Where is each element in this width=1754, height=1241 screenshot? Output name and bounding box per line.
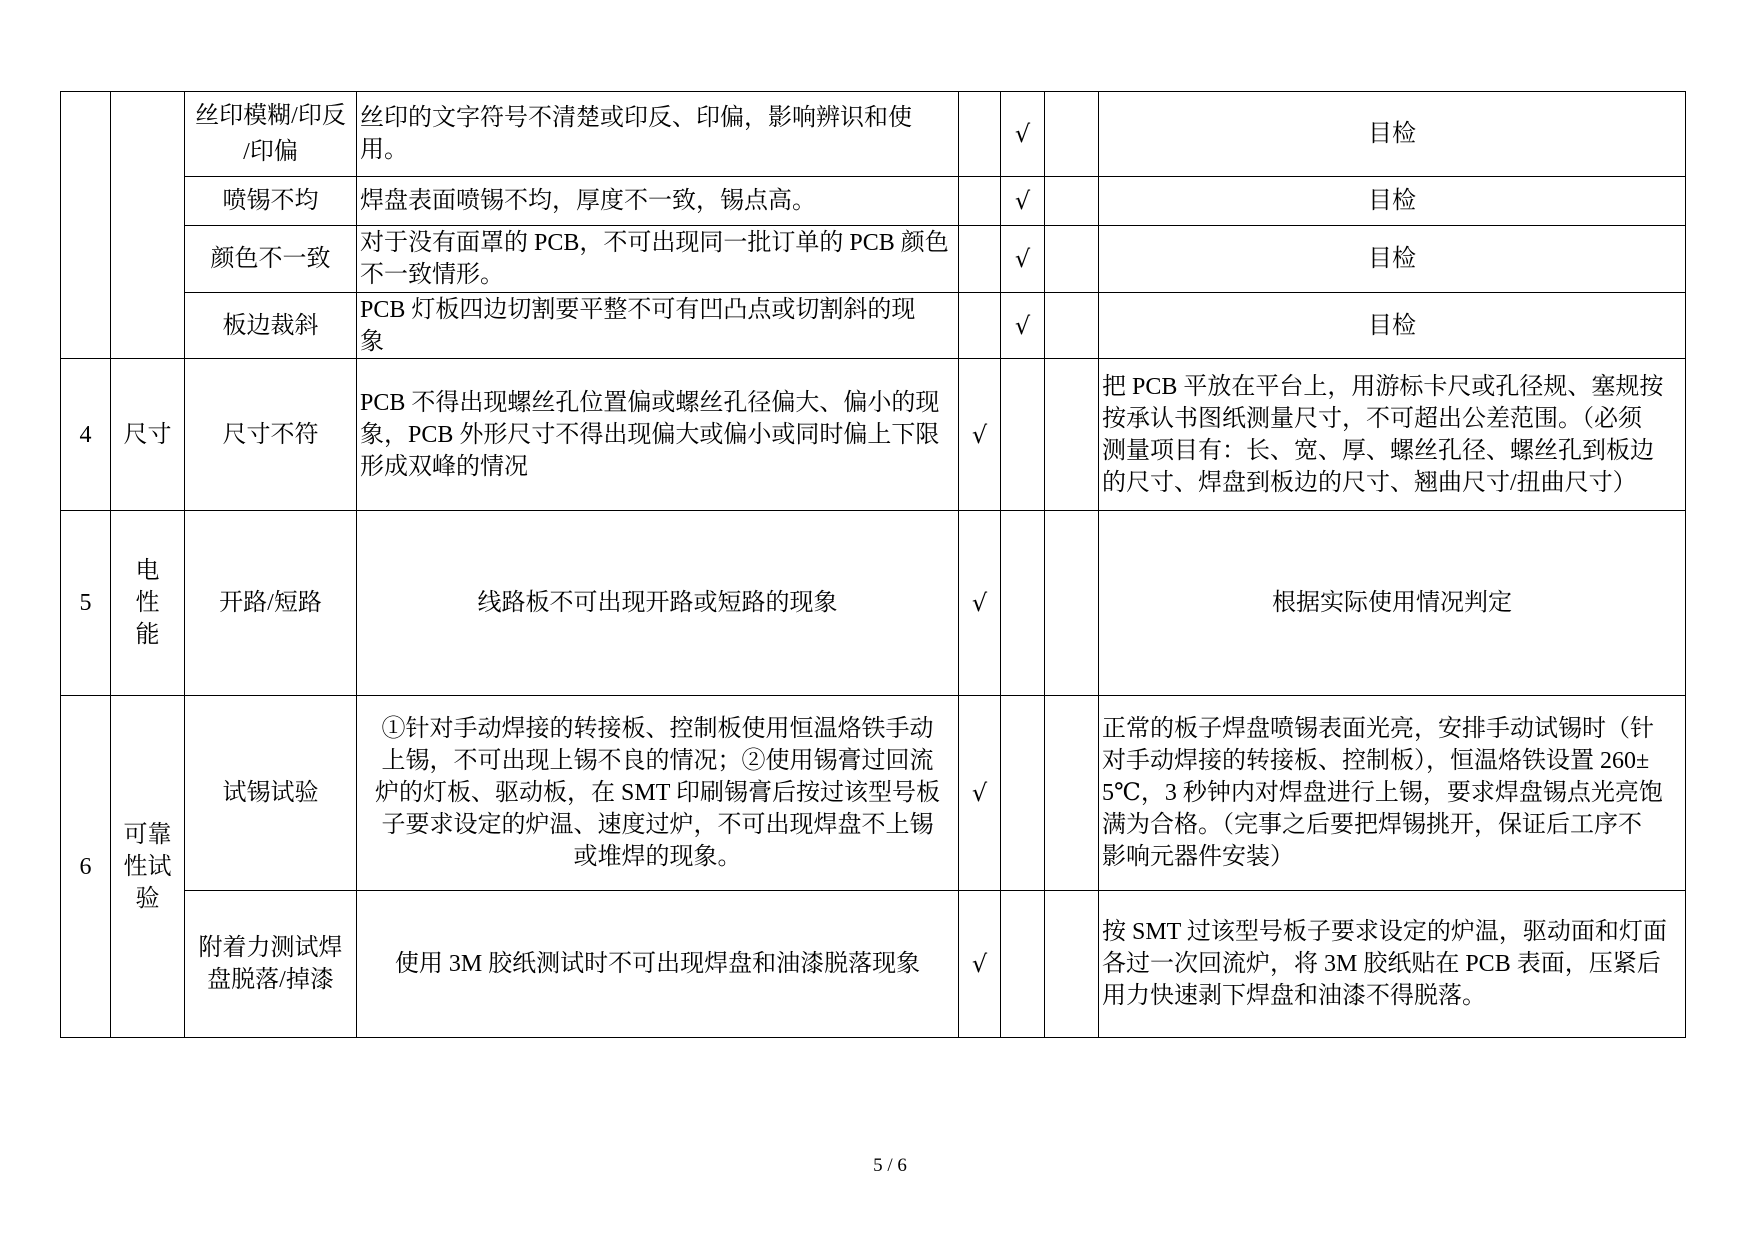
table-row xyxy=(61,293,1686,359)
inspection-method-line: 按 SMT 过该型号板子要求设定的炉温，驱动面和灯面 xyxy=(1102,919,1667,945)
grade-cell-3 xyxy=(1045,511,1099,696)
table-row xyxy=(61,696,1686,891)
requirement-line: 焊盘表面喷锡不均，厚度不一致，锡点高。 xyxy=(360,188,816,214)
defect-name-cell xyxy=(185,511,357,696)
inspection-method-line: 各过一次回流炉，将 3M 胶纸贴在 PCB 表面，压紧后 xyxy=(1102,951,1661,977)
category-line: 尺寸 xyxy=(123,421,172,448)
defect-name-line: /印偏 xyxy=(243,139,298,165)
inspection-method-line: 影响元器件安装） xyxy=(1102,844,1294,870)
defect-name-cell xyxy=(185,359,357,511)
grade-cell-3 xyxy=(1045,177,1099,226)
category-line: 验 xyxy=(135,885,160,912)
requirement-line: 形成双峰的情况 xyxy=(360,453,528,480)
grade-cell-1: √ xyxy=(959,891,1001,1038)
defect-name-line: 开路/短路 xyxy=(219,590,322,616)
requirement-line: 丝印的文字符号不清楚或印反、印偏，影响辨识和使 xyxy=(360,105,912,131)
requirement-line: 象，PCB 外形尺寸不得出现偏大或偏小或同时偏上下限 xyxy=(360,421,940,448)
table-row xyxy=(61,177,1686,226)
defect-name-line: 丝印模糊/印反 xyxy=(195,103,346,129)
requirement-line: 使用 3M 胶纸测试时不可出现焊盘和油漆脱落现象 xyxy=(394,951,921,977)
inspection-method-cell xyxy=(1099,359,1686,511)
inspection-method-line: 把 PCB 平放在平台上，用游标卡尺或孔径规、塞规按 xyxy=(1102,373,1664,400)
inspection-method-line: 的尺寸、焊盘到板边的尺寸、翘曲尺寸/扭曲尺寸） xyxy=(1102,469,1637,496)
defect-name-line: 颜色不一致 xyxy=(210,246,331,272)
inspection-method-line: 满为合格。（完事之后要把焊锡挑开，保证后工序不 xyxy=(1102,812,1642,838)
requirement-cell xyxy=(357,891,959,1038)
item-number-cell: 4 xyxy=(61,359,111,511)
grade-cell-1 xyxy=(959,293,1001,359)
grade-cell-1: √ xyxy=(959,359,1001,511)
grade-cell-1: √ xyxy=(959,511,1001,696)
table-row xyxy=(61,92,1686,177)
grade-cell-2 xyxy=(1001,511,1045,696)
category-cell xyxy=(111,696,185,1038)
grade-cell-2: √ xyxy=(1001,226,1045,293)
requirement-line: ①针对手动焊接的转接板、控制板使用恒温烙铁手动 xyxy=(381,716,934,742)
inspection-method-line: 用力快速剥下焊盘和油漆不得脱落。 xyxy=(1102,983,1486,1009)
inspection-method-line: 测量项目有：长、宽、厚、螺丝孔径、螺丝孔到板边 xyxy=(1102,437,1654,464)
requirement-cell xyxy=(357,511,959,696)
defect-name-line: 试锡试验 xyxy=(222,780,319,806)
grade-cell-1 xyxy=(959,92,1001,177)
grade-cell-3 xyxy=(1045,696,1099,891)
inspection-method-cell xyxy=(1099,511,1686,696)
requirement-cell xyxy=(357,696,959,891)
defect-name-line: 盘脱落/掉漆 xyxy=(207,967,334,993)
grade-cell-1 xyxy=(959,177,1001,226)
inspection-method-line: 对手动焊接的转接板、控制板），恒温烙铁设置 260± xyxy=(1102,748,1650,774)
grade-cell-3 xyxy=(1045,92,1099,177)
inspection-method-line: 根据实际使用情况判定 xyxy=(1272,590,1512,616)
inspection-method-line: 目检 xyxy=(1368,188,1416,214)
inspection-method-cell xyxy=(1099,891,1686,1038)
inspection-sheet xyxy=(60,91,1686,1038)
defect-name-line: 附着力测试焊 xyxy=(198,935,343,961)
defect-name-cell xyxy=(185,92,357,177)
grade-cell-2 xyxy=(1001,891,1045,1038)
category-cell xyxy=(111,359,185,511)
grade-cell-3 xyxy=(1045,293,1099,359)
inspection-method-cell xyxy=(1099,293,1686,359)
category-line: 性试 xyxy=(123,853,172,880)
requirement-cell xyxy=(357,177,959,226)
defect-name-line: 尺寸不符 xyxy=(222,421,319,448)
grade-cell-3 xyxy=(1045,226,1099,293)
table-row xyxy=(61,511,1686,696)
requirement-cell xyxy=(357,92,959,177)
inspection-method-cell xyxy=(1099,696,1686,891)
grade-cell-2 xyxy=(1001,359,1045,511)
grade-cell-2: √ xyxy=(1001,92,1045,177)
item-number-cell: 5 xyxy=(61,511,111,696)
table-row xyxy=(61,891,1686,1038)
requirement-line: 象 xyxy=(360,328,384,355)
item-number-cell: 6 xyxy=(61,696,111,1038)
inspection-method-line: 按承认书图纸测量尺寸，不可超出公差范围。（必须 xyxy=(1102,405,1642,432)
item-number-cell xyxy=(61,92,111,359)
inspection-method-cell xyxy=(1099,226,1686,293)
requirement-line: PCB 灯板四边切割要平整不可有凹凸点或切割斜的现 xyxy=(360,296,916,323)
grade-cell-2: √ xyxy=(1001,177,1045,226)
inspection-method-line: 正常的板子焊盘喷锡表面光亮，安排手动试锡时（针 xyxy=(1102,716,1654,742)
defect-name-cell xyxy=(185,293,357,359)
grade-cell-1: √ xyxy=(959,696,1001,891)
requirement-line: 上锡，不可出现上锡不良的情况；②使用锡膏过回流 xyxy=(381,748,934,774)
category-line: 可靠 xyxy=(123,821,172,848)
requirement-line: 炉的灯板、驱动板，在 SMT 印刷锡膏后按过该型号板 xyxy=(375,780,940,806)
table-row xyxy=(61,226,1686,293)
inspection-method-line: 目检 xyxy=(1368,246,1416,272)
page-number: 5 / 6 xyxy=(873,1155,907,1176)
requirement-line: PCB 不得出现螺丝孔位置偏或螺丝孔径偏大、偏小的现 xyxy=(360,389,940,416)
defect-name-cell xyxy=(185,696,357,891)
inspection-method-cell xyxy=(1099,92,1686,177)
grade-cell-3 xyxy=(1045,359,1099,511)
grade-cell-3 xyxy=(1045,891,1099,1038)
requirement-cell xyxy=(357,226,959,293)
defect-name-cell xyxy=(185,891,357,1038)
defect-name-line: 板边裁斜 xyxy=(222,312,319,339)
inspection-table xyxy=(60,91,1686,1038)
requirement-line: 不一致情形。 xyxy=(360,262,504,288)
grade-cell-2 xyxy=(1001,696,1045,891)
requirement-line: 子要求设定的炉温、速度过炉，不可出现焊盘不上锡 xyxy=(381,812,934,838)
category-cell xyxy=(111,92,185,359)
requirement-cell xyxy=(357,359,959,511)
inspection-method-cell xyxy=(1099,177,1686,226)
defect-name-line: 喷锡不均 xyxy=(222,188,319,214)
requirement-line: 或堆焊的现象。 xyxy=(573,844,742,870)
requirement-line: 用。 xyxy=(360,137,408,163)
category-line: 性 xyxy=(135,590,160,616)
defect-name-cell xyxy=(185,226,357,293)
category-cell xyxy=(111,511,185,696)
inspection-method-line: 目检 xyxy=(1368,312,1416,339)
inspection-method-line: 5℃，3 秒钟内对焊盘进行上锡，要求焊盘锡点光亮饱 xyxy=(1102,780,1663,806)
grade-cell-2: √ xyxy=(1001,293,1045,359)
table-row xyxy=(61,359,1686,511)
defect-name-cell xyxy=(185,177,357,226)
grade-cell-1 xyxy=(959,226,1001,293)
category-line: 能 xyxy=(135,622,160,648)
category-line: 电 xyxy=(135,558,160,584)
inspection-method-line: 目检 xyxy=(1368,121,1416,147)
requirement-cell xyxy=(357,293,959,359)
requirement-line: 对于没有面罩的 PCB，不可出现同一批订单的 PCB 颜色 xyxy=(360,230,949,256)
requirement-line: 线路板不可出现开路或短路的现象 xyxy=(477,590,838,616)
